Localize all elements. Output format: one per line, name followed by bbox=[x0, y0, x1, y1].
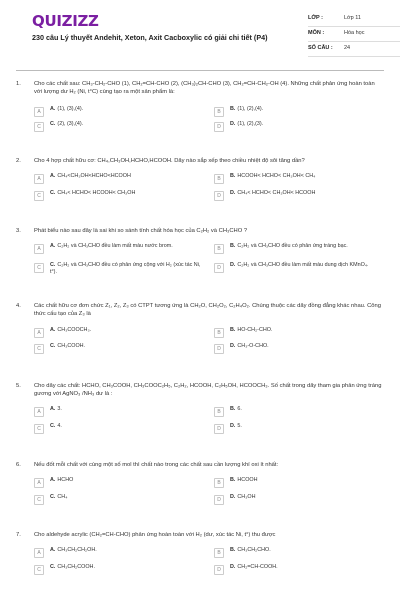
question-number: 3. bbox=[16, 228, 21, 234]
option-letter-box: B bbox=[214, 328, 224, 338]
option-body: CH₃OH bbox=[237, 494, 256, 500]
quizizz-logo: QUIZIZZ bbox=[32, 12, 99, 30]
option-label: D. bbox=[230, 423, 236, 429]
option-letter-box: B bbox=[214, 174, 224, 184]
option-text bbox=[50, 121, 83, 128]
answer-option-d[interactable] bbox=[214, 343, 386, 356]
option-body: HCOOH< HCHO< CH₃OH< CH₄ bbox=[237, 173, 316, 179]
answer-option-a[interactable] bbox=[34, 327, 206, 340]
answer-option-b[interactable] bbox=[214, 243, 386, 261]
question-stem: Phát biểu nào sau đây là sai khi so sánh tính chất hóa học của C₂H₂ và CH₃CHO ? bbox=[34, 228, 248, 234]
answer-option-d[interactable] bbox=[214, 121, 386, 134]
option-body: (1), (2),(4). bbox=[237, 106, 264, 112]
option-label: B. bbox=[230, 477, 236, 483]
answer-option-b[interactable] bbox=[214, 547, 386, 560]
option-letter-box: D bbox=[214, 495, 224, 505]
answer-option-b[interactable] bbox=[214, 173, 386, 186]
option-body: CH₄< HCHO< HCOOH< CH₃OH bbox=[57, 190, 136, 196]
option-label: C. bbox=[50, 190, 56, 196]
option-label: D. bbox=[230, 262, 236, 268]
option-label: B. bbox=[230, 106, 236, 112]
option-body: CH₃CH₂CHO. bbox=[237, 547, 271, 553]
answer-option-c[interactable] bbox=[34, 423, 206, 436]
option-letter-box: A bbox=[34, 244, 44, 254]
answer-option-c[interactable] bbox=[34, 494, 206, 507]
option-letter-box: D bbox=[214, 344, 224, 354]
option-text bbox=[50, 494, 67, 501]
answer-option-c[interactable] bbox=[34, 343, 206, 356]
option-letter-box: C bbox=[34, 495, 44, 505]
option-label: A. bbox=[50, 173, 56, 179]
option-text bbox=[50, 173, 131, 180]
option-letter-box: C bbox=[34, 424, 44, 434]
option-label: C. bbox=[50, 343, 56, 349]
option-body: 5. bbox=[237, 423, 242, 429]
option-label: B. bbox=[230, 243, 236, 249]
option-text bbox=[230, 262, 369, 269]
option-label: C. bbox=[50, 564, 56, 570]
option-label: B. bbox=[230, 547, 236, 553]
option-body: HO-CH₂-CHO. bbox=[237, 327, 273, 333]
meta-count-label: SỐ CÂU : bbox=[308, 45, 333, 52]
option-label: B. bbox=[230, 406, 236, 412]
answer-option-a[interactable] bbox=[34, 106, 206, 119]
question-stem: Nếu đốt mỗi chất với cùng một số mol thì chất nào trong các chất sau cần lượng khí oxi ít nhất: bbox=[34, 462, 279, 468]
option-body: CH₃CH₂CH₂OH. bbox=[57, 547, 97, 553]
option-text bbox=[230, 406, 242, 413]
answer-option-c[interactable] bbox=[34, 564, 206, 577]
option-letter-box: C bbox=[34, 565, 44, 575]
option-body: HCHO bbox=[57, 477, 74, 483]
option-text bbox=[230, 190, 315, 197]
option-label: C. bbox=[50, 121, 56, 127]
option-text bbox=[50, 327, 91, 334]
option-text bbox=[50, 243, 173, 250]
option-text bbox=[50, 423, 62, 430]
option-text bbox=[230, 494, 255, 501]
option-letter-box: D bbox=[214, 424, 224, 434]
meta-subject-value: Hóa học bbox=[344, 30, 365, 37]
answer-option-d[interactable] bbox=[214, 262, 386, 280]
option-letter-box: C bbox=[34, 191, 44, 201]
option-body: 6. bbox=[237, 406, 242, 412]
option-letter-box: A bbox=[34, 478, 44, 488]
question-stem: Cho dãy các chất: HCHO, CH₃COOH, CH₃COOC₂H₅, C₂H₂, HCOOH, C₂H₅OH, HCOOCH₃. Số chất trong dãy tham gia phản ứng tráng gương với AgNO₃ /NH₃ dư là : bbox=[34, 383, 382, 398]
option-letter-box: A bbox=[34, 174, 44, 184]
option-body: C₂H₂ và CH₃CHO đều có phản ứng cộng với H₂ (xúc tác Ni, t°). bbox=[50, 262, 201, 276]
question-number: 4. bbox=[16, 303, 21, 309]
option-label: A. bbox=[50, 547, 56, 553]
question-number: 6. bbox=[16, 462, 21, 468]
question-stem: Cho aldehyde acrylic (CH₂=CH-CHO) phản ứng hoàn toàn với H₂ (dư, xúc tác Ni, t°) thu được bbox=[34, 532, 276, 538]
answer-option-a[interactable] bbox=[34, 243, 206, 261]
option-text bbox=[230, 564, 278, 571]
option-body: 3. bbox=[57, 406, 62, 412]
option-label: A. bbox=[50, 243, 56, 249]
option-letter-box: C bbox=[34, 263, 44, 273]
answer-option-c[interactable] bbox=[34, 121, 206, 134]
option-letter-box: A bbox=[34, 548, 44, 558]
option-label: A. bbox=[50, 327, 56, 333]
option-text bbox=[230, 547, 271, 554]
option-text bbox=[50, 190, 135, 197]
option-label: A. bbox=[50, 477, 56, 483]
option-body: (1), (3),(4). bbox=[57, 106, 84, 112]
option-body: CH₃COOCH₃. bbox=[57, 327, 92, 333]
option-letter-box: B bbox=[214, 244, 224, 254]
header-divider bbox=[16, 70, 384, 71]
answer-option-d[interactable] bbox=[214, 494, 386, 507]
option-letter-box: B bbox=[214, 107, 224, 117]
option-letter-box: D bbox=[214, 122, 224, 132]
option-text bbox=[230, 343, 269, 350]
meta-count-row bbox=[308, 42, 400, 57]
option-body: CH₄ bbox=[57, 494, 68, 500]
question-stem: Cho 4 hợp chất hữu cơ: CH₄,CH₃OH,HCHO,HCOOH. Dãy nào sắp xếp theo chiều nhiệt độ sôi tăng dần? bbox=[34, 158, 305, 164]
option-body: C₂H₂ và CH₃CHO đều làm mất màu dung dịch KMnO₄. bbox=[237, 262, 369, 268]
option-letter-box: A bbox=[34, 328, 44, 338]
option-body: (2), (3),(4). bbox=[57, 121, 84, 127]
meta-subject-row bbox=[308, 27, 400, 42]
question-number: 1. bbox=[16, 81, 21, 87]
option-text bbox=[230, 477, 257, 484]
meta-class-value: Lớp 11 bbox=[344, 15, 361, 22]
option-text bbox=[50, 262, 206, 277]
question-number: 2. bbox=[16, 158, 21, 164]
option-text bbox=[50, 343, 85, 350]
worksheet-meta bbox=[308, 12, 400, 57]
option-text bbox=[50, 106, 83, 113]
option-letter-box: D bbox=[214, 263, 224, 273]
option-letter-box: C bbox=[34, 122, 44, 132]
option-text bbox=[230, 327, 272, 334]
option-body: CH₄< HCHO< CH₃OH< HCOOH bbox=[237, 190, 316, 196]
option-letter-box: B bbox=[214, 548, 224, 558]
option-body: CH₃-O-CHO. bbox=[237, 343, 269, 349]
option-text bbox=[230, 173, 315, 180]
worksheet-title: 230 câu Lý thuyết Andehit, Xeton, Axit Cacboxylic có giải chi tiết (P4) bbox=[32, 33, 268, 42]
meta-class-row bbox=[308, 12, 400, 27]
option-label: D. bbox=[230, 190, 236, 196]
question-stem: Các chất hữu cơ đơn chức Z₁, Z₂, Z₃ có CTPT tương ứng là CH₂O, CH₂O₂, C₂H₄O₂. Chúng thuộc các dãy đồng đẳng khác nhau. Công thức cấu tạo của Z₃ là bbox=[34, 303, 381, 318]
option-text bbox=[230, 121, 263, 128]
option-letter-box: D bbox=[214, 191, 224, 201]
meta-class-label: LỚP : bbox=[308, 15, 323, 22]
option-text bbox=[230, 243, 348, 250]
answer-option-a[interactable] bbox=[34, 173, 206, 186]
option-letter-box: A bbox=[34, 107, 44, 117]
option-body: CH₂=CH-COOH. bbox=[237, 564, 278, 570]
answer-option-d[interactable] bbox=[214, 564, 386, 577]
option-body: C₂H₂ và CH₃CHO đều làm mất màu nước brom. bbox=[57, 243, 173, 249]
answer-option-c[interactable] bbox=[34, 262, 206, 280]
option-label: D. bbox=[230, 494, 236, 500]
worksheet-header bbox=[16, 0, 384, 72]
option-body: CH₃COOH. bbox=[57, 343, 86, 349]
option-body: C₂H₂ và CH₃CHO đều có phản ứng tráng bạc. bbox=[237, 243, 348, 249]
option-text bbox=[50, 547, 97, 554]
answer-option-b[interactable] bbox=[214, 327, 386, 340]
option-body: 4. bbox=[57, 423, 62, 429]
option-label: B. bbox=[230, 327, 236, 333]
meta-subject-label: MÔN : bbox=[308, 30, 325, 37]
answer-option-d[interactable] bbox=[214, 190, 386, 203]
option-label: C. bbox=[50, 423, 56, 429]
option-label: D. bbox=[230, 564, 236, 570]
option-label: D. bbox=[230, 343, 236, 349]
option-text bbox=[230, 106, 263, 113]
option-label: C. bbox=[50, 262, 56, 268]
option-label: B. bbox=[230, 173, 236, 179]
option-label: C. bbox=[50, 494, 56, 500]
answer-option-b[interactable] bbox=[214, 106, 386, 119]
option-letter-box: B bbox=[214, 478, 224, 488]
option-text bbox=[50, 564, 95, 571]
option-body: CH₄<CH₃OH<HCHO<HCOOH bbox=[57, 173, 131, 179]
option-text bbox=[50, 477, 73, 484]
answer-option-a[interactable] bbox=[34, 406, 206, 419]
option-text bbox=[230, 423, 242, 430]
option-body: HCOOH bbox=[237, 477, 258, 483]
option-body: (1), (2),(3). bbox=[237, 121, 264, 127]
answer-option-b[interactable] bbox=[214, 477, 386, 490]
answer-option-a[interactable] bbox=[34, 547, 206, 560]
option-letter-box: B bbox=[214, 407, 224, 417]
answer-option-b[interactable] bbox=[214, 406, 386, 419]
option-label: A. bbox=[50, 106, 56, 112]
option-letter-box: D bbox=[214, 565, 224, 575]
question-stem: Cho các chất sau: CH₃-CH₂-CHO (1), CH₂=CH-CHO (2), (CH₃)₂CH-CHO (3), CH₂=CH-CH₂-OH (4). Những chất phản ứng hoàn toàn với lượng dư H₂ (Ni, t°C) cùng tạo ra một sản phẩm là: bbox=[34, 81, 375, 96]
question-number: 7. bbox=[16, 532, 21, 538]
option-letter-box: A bbox=[34, 407, 44, 417]
answer-option-d[interactable] bbox=[214, 423, 386, 436]
answer-option-c[interactable] bbox=[34, 190, 206, 203]
meta-count-value: 24 bbox=[344, 45, 351, 52]
answer-option-a[interactable] bbox=[34, 477, 206, 490]
question-number: 5. bbox=[16, 383, 21, 389]
option-body: CH₃CH₂COOH. bbox=[57, 564, 95, 570]
option-text bbox=[50, 406, 62, 413]
option-label: D. bbox=[230, 121, 236, 127]
option-letter-box: C bbox=[34, 344, 44, 354]
option-label: A. bbox=[50, 406, 56, 412]
